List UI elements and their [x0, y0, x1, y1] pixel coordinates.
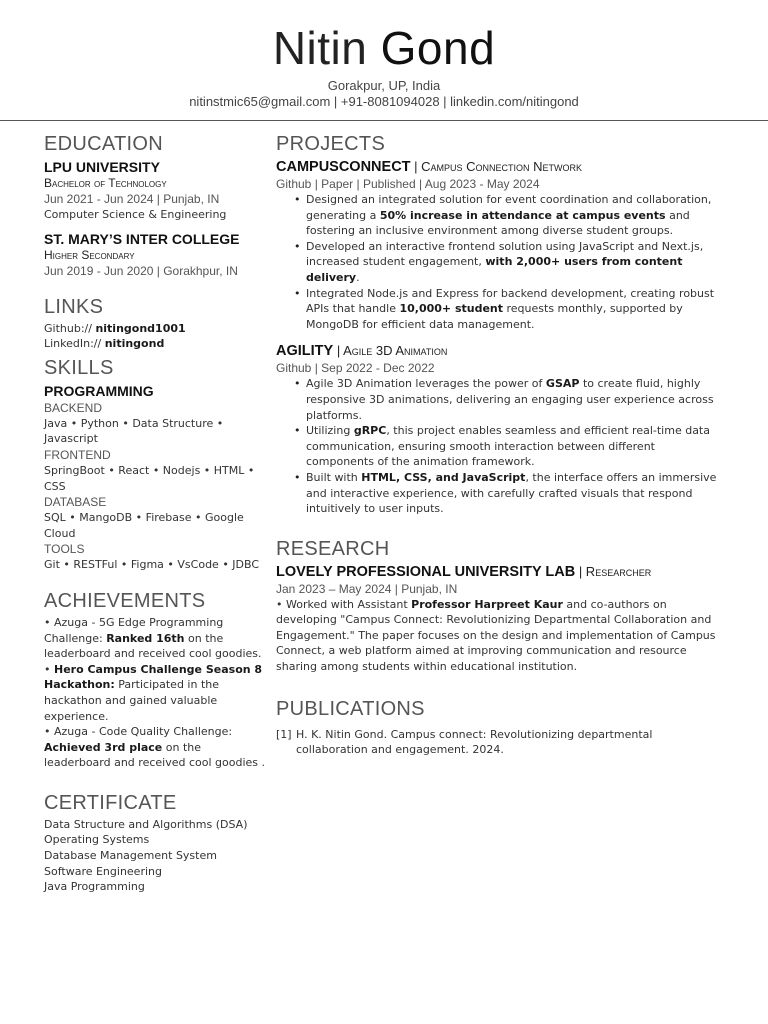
project-title: [276, 158, 726, 176]
project-meta[interactable]: Github | Sep 2022 - Dec 2022: [276, 361, 435, 376]
research-description: • Worked with Assistant Professor Harpreet Kaur and co-authors on developing "Campus Connect: Revolutionizing Departmental Collaboration and Engagement." The paper focuses on the design and implementation of Campus Connect, a web platform aimed at improving communication and resource sharing among students within educational institution.: [276, 597, 716, 674]
education-org: ST. MARY’S INTER COLLEGE: [44, 230, 240, 247]
skill-group-items: Git • RESTFul • Figma • VsCode • JDBC: [44, 558, 260, 572]
list-item: • Utilizing gRPC, this project enables seamless and efficient real-time data communication, ensuring smooth interaction between different components of the animation framework.: [306, 423, 726, 470]
certificate-item: Software Engineering: [44, 864, 162, 878]
project-name: AGILITY: [276, 343, 334, 360]
publication-index: [1]: [276, 727, 292, 741]
research-org: LOVELY PROFESSIONAL UNIVERSITY LAB: [276, 563, 576, 580]
links-heading: LINKS: [44, 295, 104, 318]
research-heading: RESEARCH: [276, 537, 390, 560]
certificate-heading: CERTIFICATE: [44, 791, 177, 814]
certificate-item: Data Structure and Algorithms (DSA): [44, 817, 248, 831]
link-linkedin[interactable]: [44, 336, 270, 352]
list-item: • Developed an interactive frontend solution using JavaScript and Next.js, increased student engagement, with 2,000+ users from content delivery.: [306, 239, 726, 286]
achievement-text: • Azuga - Code Quality Challenge:: [44, 725, 233, 739]
list-item: • Designed an integrated solution for event coordination and collaboration, generating a 50% increase in attendance at campus events and fostering an inclusive environment among diverse student groups.: [306, 192, 726, 239]
project-desc: | Campus Connection Network: [410, 159, 583, 174]
contact-line[interactable]: nitinstmic65@gmail.com | +91-8081094028 | linkedin.com/nitingond: [189, 94, 579, 109]
achievement-item: [44, 724, 270, 771]
link-label: LinkedIn://: [44, 337, 102, 351]
achievement-text: Participated in the hackathon and gained valuable experience.: [44, 678, 219, 723]
certificate-item: Java Programming: [44, 880, 145, 894]
publication-item: [276, 727, 726, 758]
skill-group-items: Java • Python • Data Structure • Javascript: [44, 416, 224, 446]
publications-heading: PUBLICATIONS: [276, 697, 425, 720]
achievement-text: • Azuga - 5G Edge Programming Challenge:: [44, 615, 224, 645]
link-label: Github://: [44, 321, 92, 335]
research-role: | Researcher: [575, 563, 652, 579]
first-name: Nitin: [272, 22, 368, 74]
left-column: [44, 130, 270, 895]
achievement-item: [44, 662, 270, 724]
project-bullets: [276, 192, 726, 332]
skill-group-name: TOOLS: [44, 542, 85, 557]
achievements-heading: ACHIEVEMENTS: [44, 589, 206, 612]
project-item: [276, 158, 726, 332]
education-heading: EDUCATION: [44, 133, 163, 155]
project-item: [276, 342, 726, 516]
skills-subheading: PROGRAMMING: [44, 382, 154, 399]
header-divider: [0, 120, 768, 121]
project-title: [276, 342, 726, 360]
education-item: [44, 158, 270, 223]
location: Gorakpur, UP, India: [327, 78, 441, 93]
link-value[interactable]: nitingond: [104, 337, 165, 351]
achievement-highlight: Achieved 3rd place: [44, 740, 163, 754]
research-meta: Jan 2023 – May 2024 | Punjab, IN: [276, 581, 458, 596]
resume-header: [0, 0, 768, 110]
education-item: [44, 230, 270, 279]
education-meta: Jun 2021 - Jun 2024 | Punjab, IN: [44, 192, 220, 206]
education-org: LPU UNIVERSITY: [44, 159, 160, 175]
project-name: CAMPUSCONNECT: [276, 159, 411, 175]
publication-text: H. K. Nitin Gond. Campus connect: Revolutionizing departmental collaboration and engagement. 2024.: [296, 727, 653, 757]
candidate-name: [0, 22, 768, 74]
right-column: [276, 130, 726, 758]
skills-heading: SKILLS: [44, 356, 114, 379]
projects-heading: PROJECTS: [276, 133, 386, 155]
list-item: • Agile 3D Animation leverages the power of GSAP to create fluid, highly responsive 3D animations, delivering an engaging user experience across platforms.: [306, 376, 726, 423]
education-field: Computer Science & Engineering: [44, 208, 227, 221]
project-bullets: [276, 376, 726, 516]
achievement-text: •: [44, 662, 54, 676]
link-github[interactable]: [44, 321, 270, 337]
list-item: • Integrated Node.js and Express for backend development, creating robust APIs that handle 10,000+ student requests monthly, supported by MongoDB for efficient data management.: [306, 286, 726, 333]
last-name: Gond: [380, 22, 496, 74]
list-item: • Built with HTML, CSS, and JavaScript, the interface offers an immersive and interactive experience, with carefully crafted visuals that respond intuitively to user inputs.: [306, 470, 726, 517]
achievement-highlight: Ranked 16th: [106, 631, 185, 645]
certificate-item: Database Management System: [44, 849, 217, 863]
achievement-text: on the leaderboard and received cool goodies.: [44, 631, 262, 661]
achievement-highlight: Hero Campus Challenge Season 8 Hackathon:: [44, 662, 263, 692]
achievement-item: [44, 615, 270, 662]
education-meta: Jun 2019 - Jun 2020 | Gorakhpur, IN: [44, 263, 238, 278]
link-value[interactable]: nitingond1001: [95, 321, 186, 335]
skill-group-items: SQL • MangoDB • Firebase • Google Cloud: [44, 511, 244, 540]
skill-group-name: DATABASE: [44, 495, 107, 510]
education-degree: Bachelor of Technology: [44, 176, 167, 190]
achievement-text: on the leaderboard and received cool goodies .: [44, 740, 265, 770]
certificate-item: Operating Systems: [44, 833, 150, 847]
research-title: [276, 563, 726, 581]
skill-group-name: BACKEND: [44, 400, 103, 415]
education-degree: Higher Secondary: [44, 247, 135, 262]
skill-group-items: SpringBoot • React • Nodejs • HTML • CSS: [44, 463, 255, 493]
project-desc: | Agile 3D Animation: [333, 343, 448, 359]
project-meta[interactable]: Github | Paper | Published | Aug 2023 - May 2024: [276, 177, 540, 191]
skill-group-name: FRONTEND: [44, 447, 111, 462]
